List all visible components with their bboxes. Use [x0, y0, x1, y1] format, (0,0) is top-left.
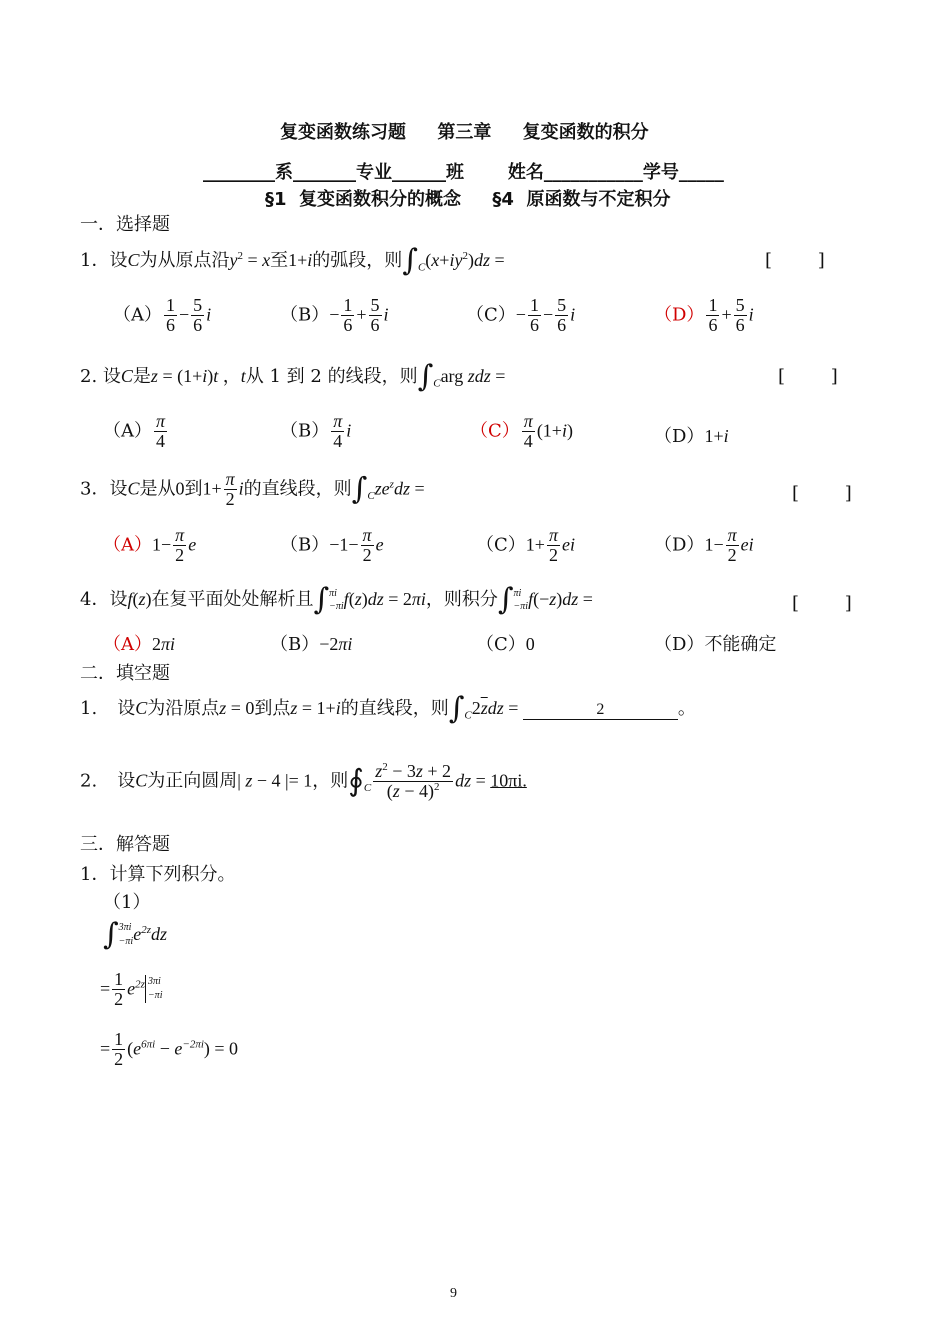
section-heading-solve: 三．解答题: [80, 834, 170, 855]
section-title: §1 复变函数积分的概念 §4 原函数与不定积分: [265, 189, 671, 210]
solution-step-1: ∫ 3πi −πi $e^{2z}dz$: [103, 917, 167, 952]
q3-option-b: （B）−1− $\frac{\pi}{2}$ e: [280, 525, 384, 565]
q4-option-b: （B）−2πi: [270, 634, 353, 655]
solve-question-1: 1．计算下列积分。: [80, 864, 236, 885]
answer-bracket-1: [ ]: [765, 250, 825, 271]
page-title: 复变函数练习题 第三章 复变函数的积分: [280, 122, 649, 143]
q4-option-c: （C）0: [476, 634, 535, 655]
q2-option-c: （C） $\frac{\pi}{4}$ (1+i): [470, 411, 573, 451]
q1-option-c: （C）− $\frac{1}{6}$ − $\frac{5}{6}$ i: [466, 295, 576, 335]
solution-step-2: = $\frac{1}{2}$ $e^{2z}$ 3πi −πi: [100, 969, 163, 1009]
q3-option-d: （D）1− $\frac{\pi}{2}$ ei: [654, 525, 754, 565]
answer-bracket-3: [ ]: [792, 483, 852, 504]
student-info-line: ________系_______专业______班 姓名___________学号_____: [203, 162, 724, 183]
q3-option-a: （A）1− $\frac{\pi}{2}$ e: [103, 525, 197, 565]
question-3: 3．设C是从0到1+ $\frac{\pi}{2}$ i的直线段，则$\int_Cze^zdz$ =: [80, 469, 425, 509]
solve-subquestion-1: （1）: [103, 892, 151, 913]
question-1: 1．设C为从原点沿$y^2 = x$至1+i的弧段，则$\int_C(x+iy^2)dz$ =: [80, 243, 505, 278]
solution-step-3: = $\frac{1}{2}$ $(e^{6\pi i} - e^{-2\pi i}) = 0$: [100, 1029, 239, 1069]
q1-option-b: （B）− $\frac{1}{6}$ + $\frac{5}{6}$ i: [280, 295, 389, 335]
fill-answer-1: 2: [596, 701, 605, 718]
page-number: 9: [450, 1286, 457, 1301]
answer-bracket-2: [ ]: [778, 366, 838, 387]
fill-question-1: 1. 设C为沿原点z = 0到点z = 1+i的直线段，则$\int_C2\overline{z}dz = 2$ 。: [80, 691, 696, 726]
section-heading-choice: 一．选择题: [80, 214, 170, 235]
question-2: 2. 设C是z = (1+i)t ，t从 1 到 2 的线段，则$\int_Carg$ zdz =: [80, 359, 506, 394]
q3-option-c: （C）1+ $\frac{\pi}{2}$ ei: [476, 525, 575, 565]
q2-option-d: （D）1+i: [654, 426, 729, 447]
q1-option-a: （A） $\frac{1}{6}$ − $\frac{5}{6}$ i: [113, 295, 212, 335]
fill-question-2: 2. 设C为正向圆周| z − 4 |= 1，则$∮_C$ $\frac{z^2 - 3z + 2}{(z - 4)^2}$ dz = 10πi.: [80, 761, 527, 801]
section-heading-fill: 二．填空题: [80, 663, 170, 684]
question-4: 4．设f(z)在复平面处处解析且∫ πi −πi f(z)dz = 2πi，则积分∫ πi −πi f(−z)dz =: [80, 582, 593, 617]
answer-bracket-4: [ ]: [792, 593, 852, 614]
q4-option-a: （A）2πi: [103, 634, 176, 655]
q2-option-a: （A） $\frac{\pi}{4}$: [103, 411, 166, 451]
q4-option-d: （D）不能确定: [654, 634, 777, 655]
fill-answer-2: 10πi.: [490, 770, 527, 791]
q2-option-b: （B） $\frac{\pi}{4}$ i: [280, 411, 352, 451]
q1-option-d: （D） $\frac{1}{6}$ + $\frac{5}{6}$ i: [654, 295, 754, 335]
